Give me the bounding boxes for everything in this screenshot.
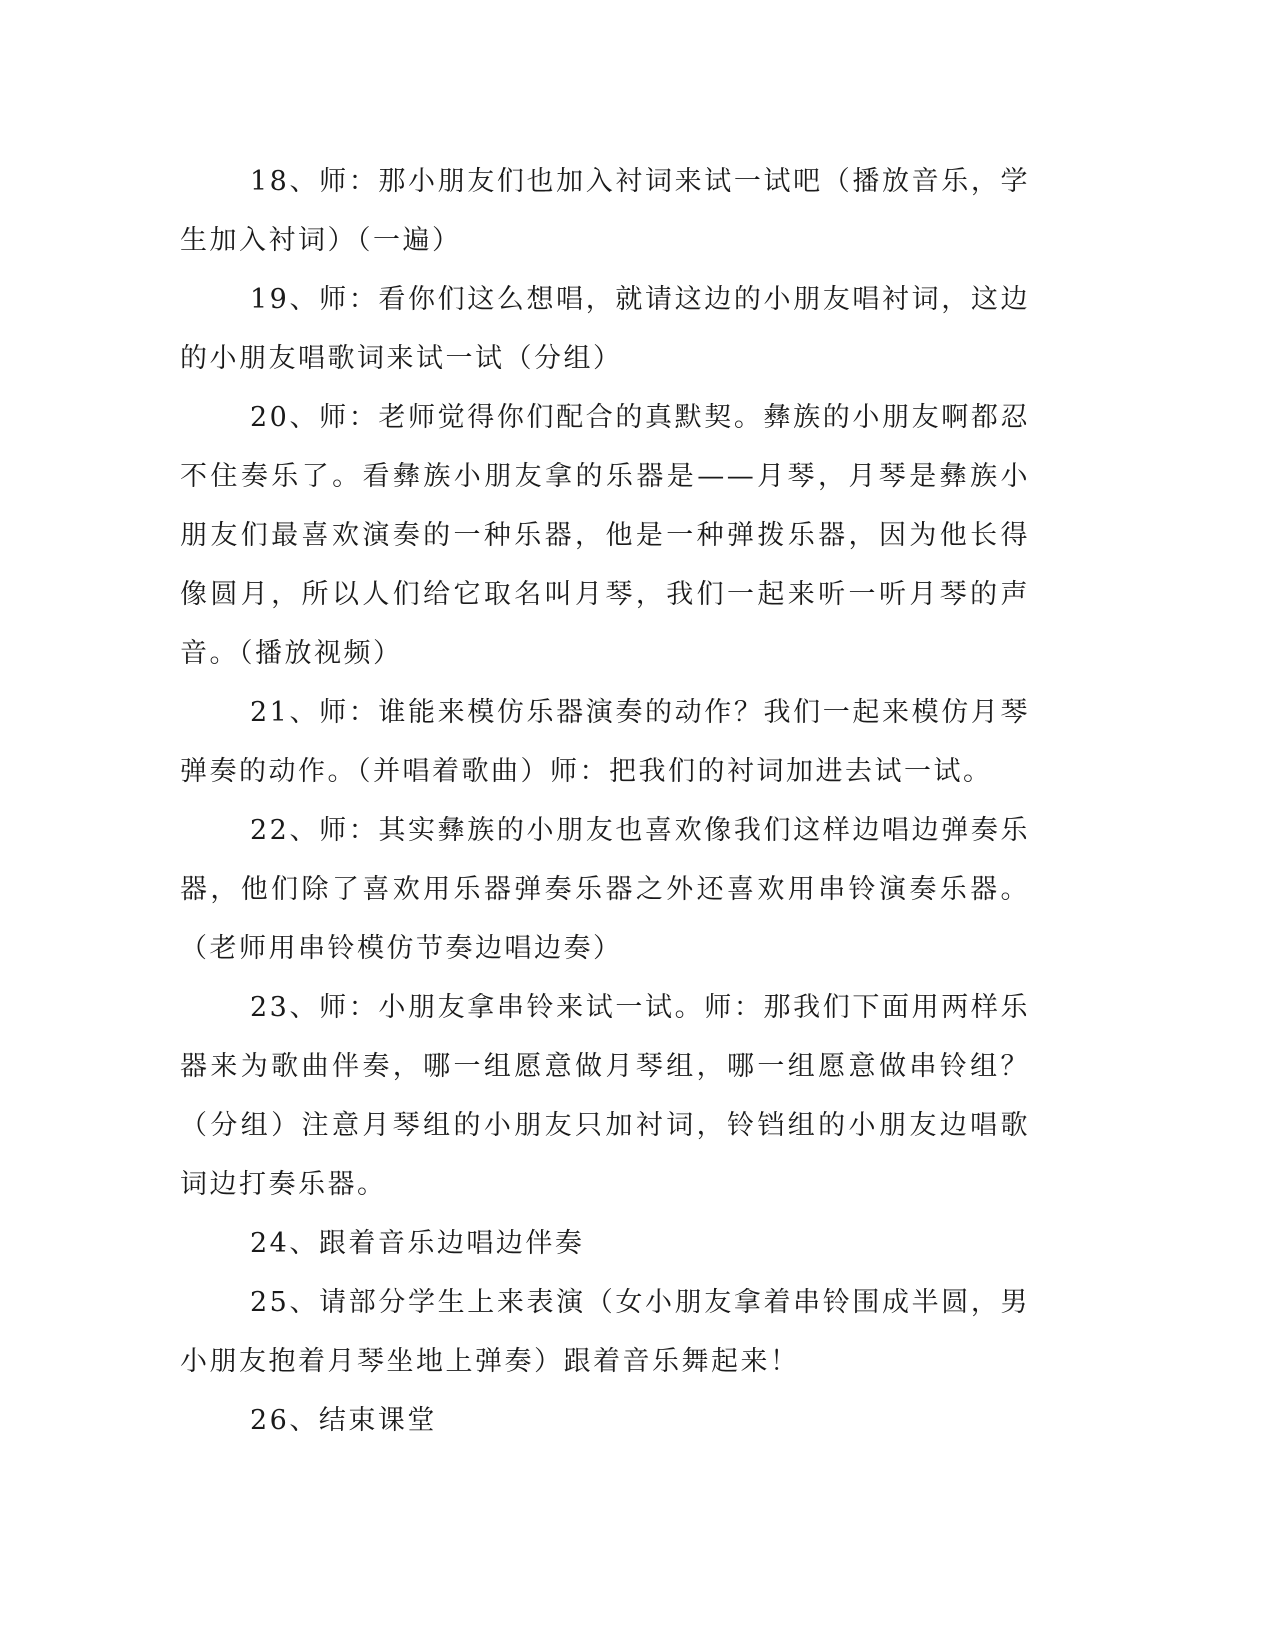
paragraph-20: 20、师：老师觉得你们配合的真默契。彝族的小朋友啊都忍不住奏乐了。看彝族小朋友拿的乐器是——月琴，月琴是彝族小朋友们最喜欢演奏的一种乐器，他是一种弹拨乐器，因为他长得像圆月，所以人们给它取名叫月琴，我们一起来听一听月琴的声音。（播放视频） (180, 402, 1030, 669)
paragraph-19: 19、师：看你们这么想唱，就请这边的小朋友唱衬词，这边的小朋友唱歌词来试一试（分组） (180, 284, 1030, 374)
paragraph-25: 25、请部分学生上来表演（女小朋友拿着串铃围成半圆，男小朋友抱着月琴坐地上弹奏）跟着音乐舞起来！ (180, 1287, 1030, 1377)
paragraph-24: 24、跟着音乐边唱边伴奏 (250, 1228, 585, 1259)
paragraph-26: 26、结束课堂 (250, 1405, 437, 1436)
paragraph-23: 23、师：小朋友拿串铃来试一试。师：那我们下面用两样乐器来为歌曲伴奏，哪一组愿意做月琴组，哪一组愿意做串铃组？（分组）注意月琴组的小朋友只加衬词，铃铛组的小朋友边唱歌词边打奏乐器。 (180, 992, 1030, 1200)
paragraph-18: 18、师：那小朋友们也加入衬词来试一试吧（播放音乐，学生加入衬词）（一遍） (180, 166, 1030, 256)
document-body (180, 152, 1030, 1450)
paragraph-22: 22、师：其实彝族的小朋友也喜欢像我们这样边唱边弹奏乐器，他们除了喜欢用乐器弹奏乐器之外还喜欢用串铃演奏乐器。（老师用串铃模仿节奏边唱边奏） (180, 815, 1030, 964)
paragraph-21: 21、师：谁能来模仿乐器演奏的动作？我们一起来模仿月琴弹奏的动作。（并唱着歌曲）师：把我们的衬词加进去试一试。 (180, 697, 1030, 787)
